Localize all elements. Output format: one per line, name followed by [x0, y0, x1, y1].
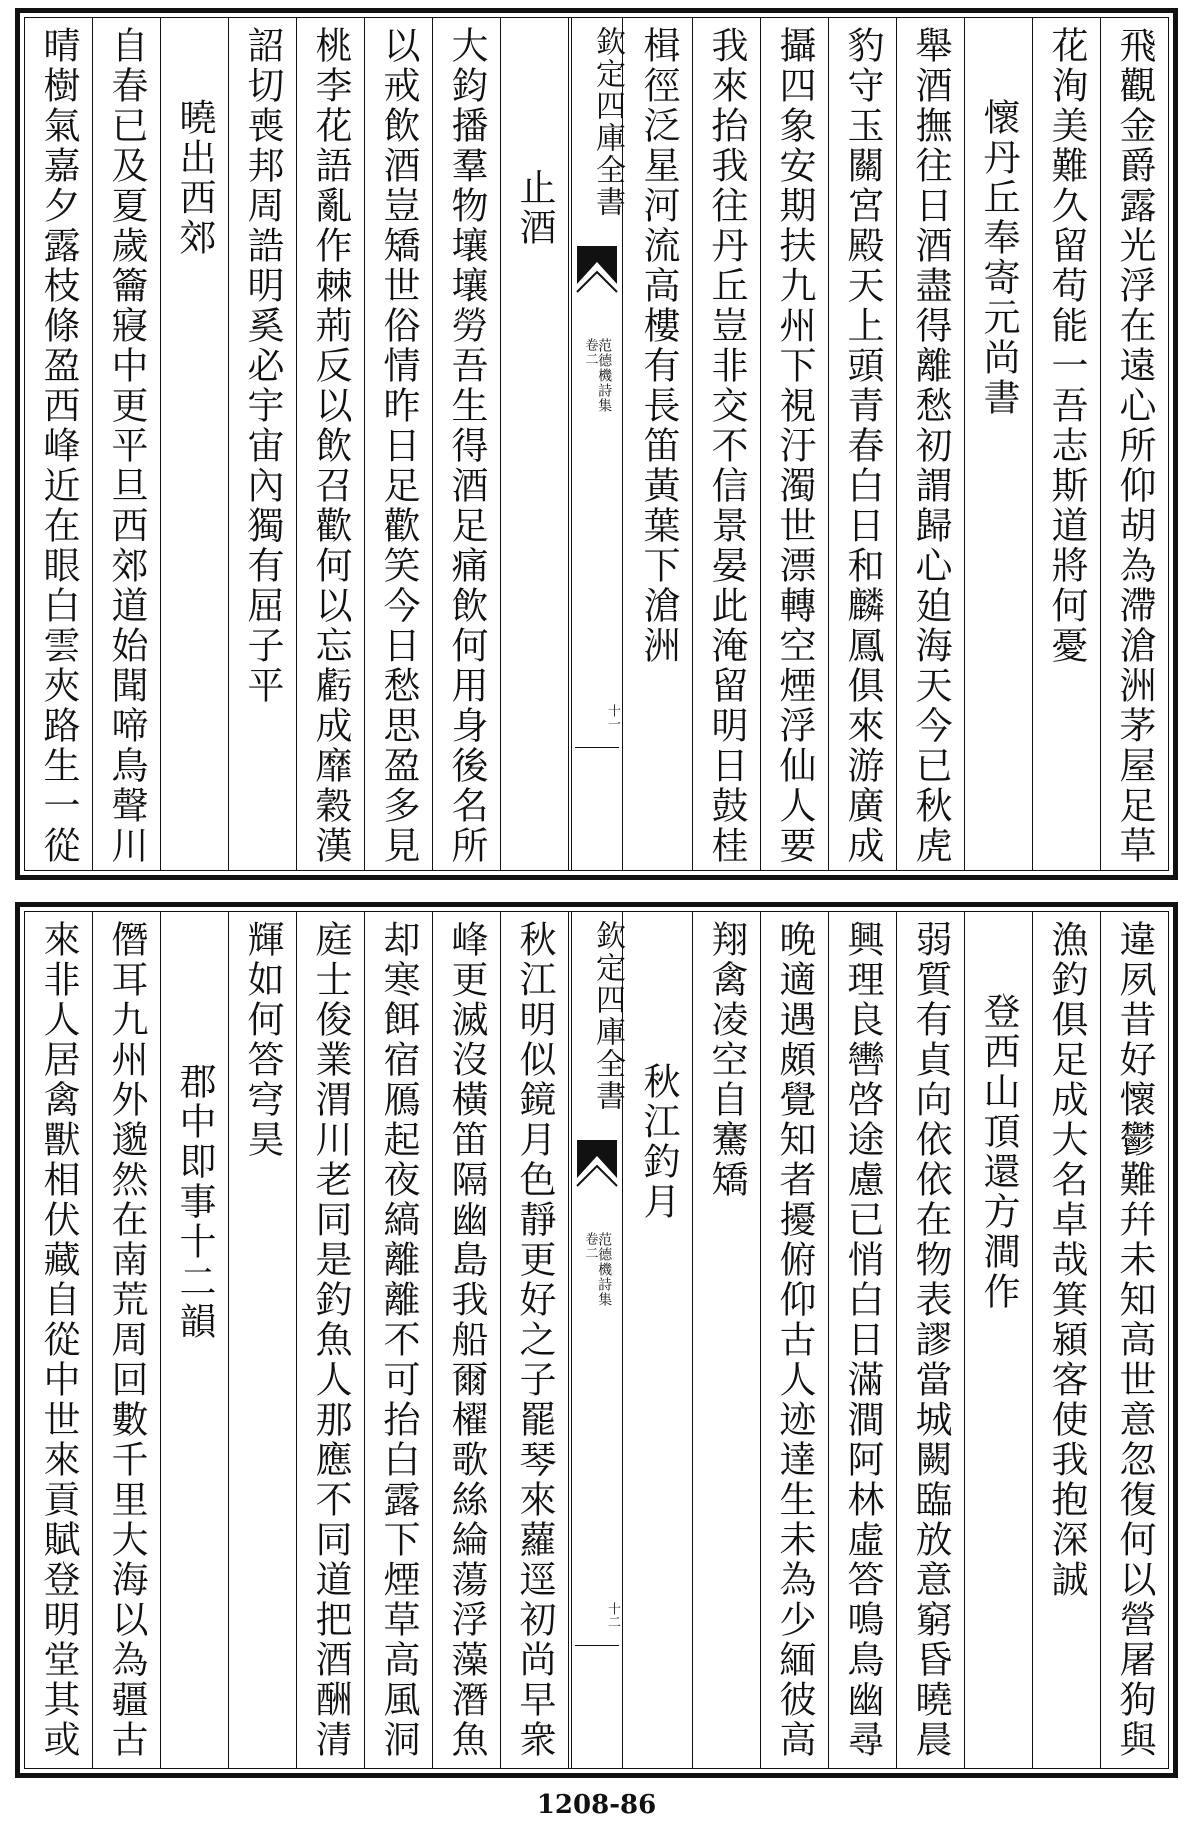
center-banner [571, 18, 623, 870]
column [693, 912, 761, 1768]
text-column: 秋江明似鏡月色靜更好之子罷琴來蘿逕初尚早衆 [513, 920, 556, 1760]
column [501, 18, 569, 870]
top-page [15, 8, 1178, 880]
text-column: 桃李花語亂作棘荊反以飲召歡何以忘虧成靡穀漢 [309, 26, 352, 866]
book-name: 范德機詩集 [596, 1232, 613, 1307]
text-column: 飛觀金爵露光浮在遠心所仰胡為滯滄洲茅屋足草 [1113, 26, 1156, 866]
text-column: 花洵美難久留苟能一吾志斯道將何憂 [1045, 26, 1088, 666]
text-column: 來非人居禽獸相伏藏自從中世來貢賦登明堂其或 [37, 920, 80, 1760]
volume-label: 卷二 [582, 338, 598, 366]
book-title [583, 1232, 611, 1307]
column [761, 912, 829, 1768]
text-column: 楫徑泛星河流高樓有長笛黃葉下滄洲 [637, 26, 680, 666]
column [693, 18, 761, 870]
poem-title: 曉出西郊 [173, 98, 216, 258]
folio-rule [575, 747, 619, 748]
text-column: 僭耳九州外邈然在南荒周回數千里大海以為疆古 [105, 920, 148, 1760]
column [25, 912, 93, 1768]
text-column: 詔切喪邦周誥明奚必宇宙內獨有屈子平 [241, 26, 284, 706]
column [297, 912, 365, 1768]
text-column: 自春已及夏歲籥寢中更平旦西郊道始聞啼鳥聲川 [105, 26, 148, 866]
text-column: 翔禽凌空自騫矯 [705, 920, 748, 1200]
center-banner [571, 912, 623, 1768]
text-column: 興理良轡啓途慮已悄白日滿澗阿林虛答鳴鳥幽尋 [841, 920, 884, 1760]
text-column: 以戒飲酒豈矯世俗情昨日足歡笑今日愁思盈多見 [377, 26, 420, 866]
column [965, 18, 1033, 870]
column [965, 912, 1033, 1768]
column [1033, 18, 1101, 870]
column [761, 18, 829, 870]
folio-rule [575, 1645, 619, 1646]
column [1033, 912, 1101, 1768]
column [25, 18, 93, 870]
bottom-page [15, 902, 1178, 1778]
column [829, 18, 897, 870]
text-column: 漁釣俱足成大名卓哉箕潁客使我抱深誠 [1045, 920, 1088, 1600]
poem-title: 止酒 [513, 168, 556, 248]
text-column: 却寒餌宿鴈起夜縞離離不可抬白露下煙草高風洞 [377, 920, 420, 1760]
text-column: 峰更滅沒橫笛隔幽島我船爾櫂歌絲綸蕩浮藻潛魚 [445, 920, 488, 1760]
text-column: 舉酒撫往日酒盡得離愁初謂歸心廹海天今已秋虎 [909, 26, 952, 866]
text-column: 我來抬我往丹丘豈非交不信景晏此淹留明日鼓桂 [705, 26, 748, 866]
library-title: 欽定四庫全書 [590, 26, 625, 218]
column [897, 912, 965, 1768]
poem-title: 登西山頂還方澗作 [977, 992, 1020, 1312]
column [93, 912, 161, 1768]
column [161, 912, 229, 1768]
poem-title: 郡中即事十二韻 [173, 1062, 216, 1342]
column [897, 18, 965, 870]
fish-tail-mark-icon [572, 1140, 622, 1200]
page-number: 1208-86 [536, 1790, 657, 1820]
poem-title: 懷丹丘奉寄元尚書 [977, 98, 1020, 418]
column [625, 18, 693, 870]
column [625, 912, 693, 1768]
text-column: 豹守玉關宮殿天上頭青春白日和麟鳳俱來游廣成 [841, 26, 884, 866]
text-column: 晴樹氣嘉夕露枝條盈西峰近在眼白雲夾路生一從 [37, 26, 80, 866]
text-column: 晚適遇頗覺知者擾俯仰古人迹達生未為少緬彼高 [773, 920, 816, 1760]
text-column: 庭士俊業渭川老同是釣魚人那應不同道把酒酬清 [309, 920, 352, 1760]
text-column: 大鈞播羣物壤壤勞吾生得酒足痛飲何用身後名所 [445, 26, 488, 866]
text-column: 弱質有貞向依依在物表謬當城闕臨放意窮昏曉晨 [909, 920, 952, 1760]
column [1101, 912, 1168, 1768]
text-column: 違夙昔好懷鬱難幷未知高世意忽復何以營屠狗與 [1113, 920, 1156, 1760]
library-title: 欽定四庫全書 [590, 920, 625, 1112]
column [297, 18, 365, 870]
column [829, 912, 897, 1768]
volume-label: 卷二 [582, 1232, 598, 1260]
poem-title: 秋江釣月 [637, 1062, 680, 1222]
column [161, 18, 229, 870]
book-name: 范德機詩集 [596, 338, 613, 413]
book-title [583, 338, 611, 413]
column [365, 18, 433, 870]
top-page-columns [25, 18, 1168, 870]
column [229, 912, 297, 1768]
column [1101, 18, 1168, 870]
folio-number: 十一 [605, 704, 620, 730]
fish-tail-mark-icon [572, 246, 622, 306]
column [229, 18, 297, 870]
text-column: 輝如何答穹昊 [241, 920, 284, 1160]
column [433, 18, 501, 870]
column [365, 912, 433, 1768]
column [433, 912, 501, 1768]
column [93, 18, 161, 870]
text-column: 攝四象安期扶九州下視汙濁世漂轉空煙浮仙人要 [773, 26, 816, 866]
bottom-page-columns [25, 912, 1168, 1768]
folio-number: 十二 [605, 1602, 620, 1628]
column [501, 912, 569, 1768]
